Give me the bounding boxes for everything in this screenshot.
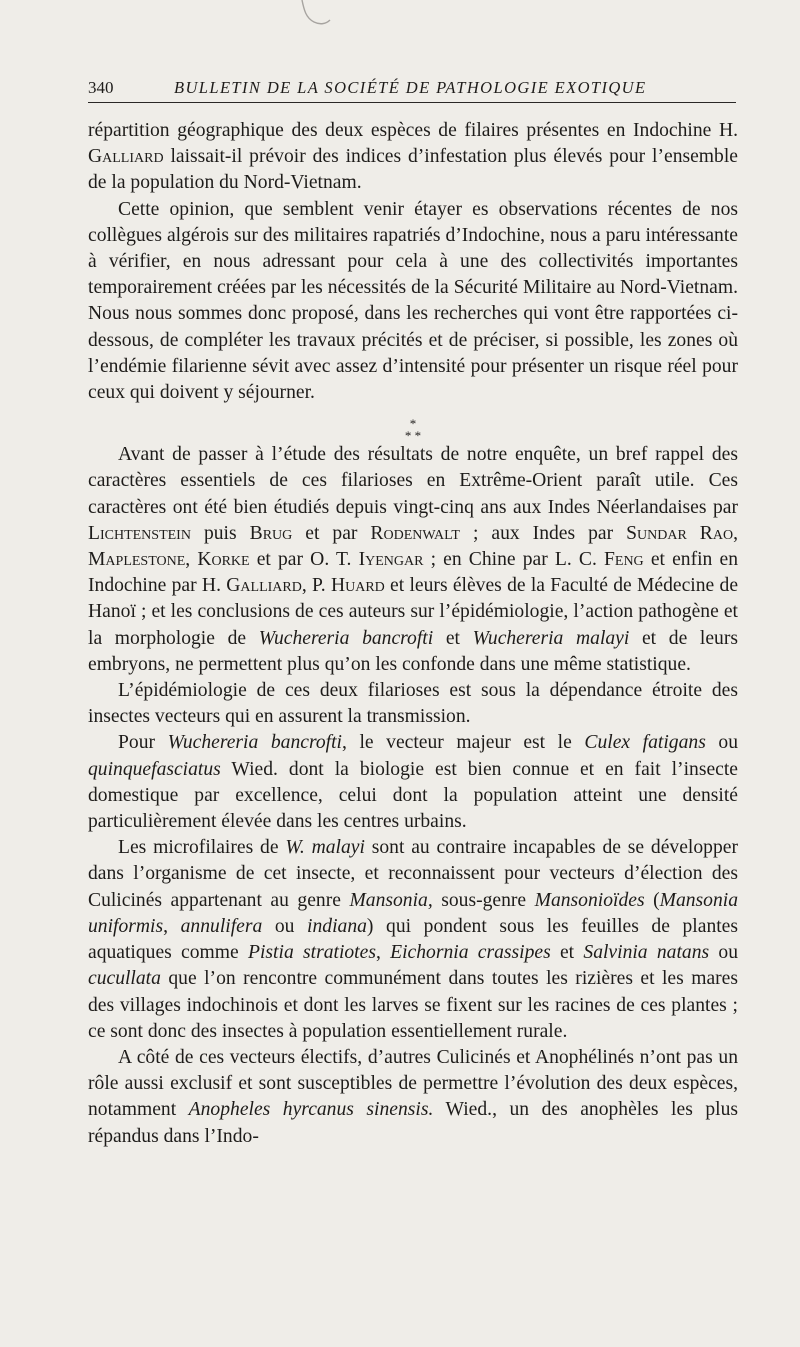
text-run: , P. (301, 575, 331, 597)
text-run: Avant de passer à l’étude des résultats de notre enquête, un bref rappel des caractères essentiels de ces filarioses en Extrême-Orient paraît utile. Ces caractères ont été bien étudiés depuis vingt-cinq ans aux Indes Néerlandaises par (88, 444, 738, 518)
author-name: Feng (604, 549, 644, 571)
paragraph-4: L’épidémiologie de ces deux filarioses est sous la dépendance étroite des insectes vecteurs qui en assurent la transmission. (88, 680, 738, 728)
paragraph-6 (88, 835, 738, 1045)
article-body (88, 118, 738, 1150)
species-name: Wuchereria bancrofti (258, 627, 434, 649)
paragraph-2: Cette opinion, que semblent venir étayer es observations récentes de nos collègues algérois sur des militaires rapatriés d’Indochine, nous a paru intéressante à vérifier, en nous adressant pour cela à une des collectivités importantes temporairement créées par les nécessités de la Sécurité Militaire au Nord-Vietnam. Nous nous sommes donc proposé, dans les recherches qui vont être rapportées ci-dessous, de compléter les travaux précités et de préciser, si possible, les zones où l’endémie filarienne sévit avec assez d’intensité pour présenter un risque réel pour ceux qui doivent y séjourner. (88, 198, 738, 404)
text-run: et enfin en Indochine par H. (88, 549, 738, 597)
text-run: sont au contraire incapables de se développer dans l’organisme de cet insecte, et reconnaissent pour vecteurs d’élection des Culicinés appartenant au genre (88, 837, 738, 911)
species-name: quinquefasciatus (88, 758, 221, 780)
species-name: Eichornia crassipes (390, 942, 551, 964)
paragraph-7 (88, 1045, 738, 1150)
text-run: que l’on rencontre communément dans toutes les rizières et les mares des villages indochinois et dont les larves se fixent sur les racines de ces plantes ; ce sont donc des insectes à population essentiellement rurale. (88, 968, 738, 1042)
text-run: et par (292, 522, 371, 544)
species-name: W. malayi (285, 837, 365, 859)
asterism-bottom: * * (404, 428, 422, 444)
text-run: et leurs élèves de la Faculté de Médecine de Hanoï ; et les conclusions de ces auteurs sur l’épidémiologie, l’action pathogène et la morphologie de (88, 575, 739, 649)
text-run: ; aux Indes par (459, 522, 627, 544)
text-run: Les microfilaires de (118, 837, 286, 859)
author-name: Lichtenstein (88, 522, 191, 544)
author-name: Galliard (88, 146, 164, 168)
author-name: Galliard (226, 575, 302, 597)
author-name: Korke (197, 549, 250, 571)
text-run: puis (190, 522, 250, 544)
species-name: indiana (307, 915, 367, 937)
text-run: ou (262, 915, 308, 937)
species-name: annulifera (180, 915, 263, 937)
paragraph-3 (88, 442, 738, 678)
paragraph-5 (88, 730, 738, 835)
text-run: , (163, 915, 181, 937)
author-name: Sundar Rao (626, 522, 734, 544)
text-run: ou (709, 942, 739, 964)
text-run: et (550, 942, 584, 964)
text-run: , le vecteur majeur est le (341, 732, 585, 754)
text-run: ) qui pondent sous les feuilles de plantes aquatiques comme (88, 915, 739, 964)
text-run: et de leurs embryons, ne permettent plus qu’on les confonde dans une même statistique. (88, 627, 739, 675)
text-run: sous-genre (432, 889, 535, 911)
species-name: Wuchereria malayi (472, 627, 630, 649)
author-name: Maplestone (88, 549, 186, 571)
species-name: Anopheles hyrcanus sinensis. (188, 1099, 434, 1121)
section-asterism (88, 406, 738, 444)
species-name: cucullata (88, 968, 161, 990)
text-run: ou (705, 732, 738, 754)
text-run: ; en Chine par L. C. (423, 549, 604, 571)
species-name: Wuchereria bancrofti (167, 732, 342, 754)
species-name: Mansonioïdes (534, 889, 645, 911)
text-run: laissait-il prévoir des indices d’infestation plus élevés pour l’ensemble de la population du Nord-Vietnam. (88, 146, 738, 194)
text-run: répartition géographique des deux espèces de filaires présentes en Indochine H. (88, 120, 738, 141)
text-run: Wied., un des anophèles les plus répandus dans l’Indo- (88, 1099, 738, 1147)
species-name: Culex fatigans (584, 732, 706, 754)
species-name: Mansonia, (349, 889, 433, 911)
text-run: Wied. dont la biologie est bien connue et en fait l’insecte domestique par excellence, celui dont la population atteint une densité particulièrement élevée dans les centres urbains. (88, 758, 738, 833)
running-head: BULLETIN DE LA SOCIÉTÉ DE PATHOLOGIE EXOTIQUE (174, 78, 647, 97)
text-run: , (185, 549, 198, 571)
text-run: et par O. T. (249, 549, 359, 571)
text-run: , (733, 522, 738, 544)
page-smudge (300, 0, 340, 30)
text-run: ( (644, 889, 660, 911)
species-name: Pistia stratiotes (248, 942, 376, 964)
author-name: Iyengar (358, 549, 424, 571)
text-run: Pour (118, 732, 168, 754)
asterism-top: * (409, 416, 417, 432)
text-run: A côté de ces vecteurs électifs, d’autres Culicinés et Anophélinés n’ont pas un rôle aussi exclusif et sont susceptibles de permettre l’évolution des deux espèces, notamment (88, 1046, 738, 1121)
species-name: Salvinia natans (583, 942, 710, 964)
paragraph-1 (88, 118, 738, 197)
page-number: 340 (88, 78, 114, 97)
species-name: Mansonia uniformis (88, 889, 738, 937)
text-run: , (375, 942, 391, 964)
page-header (88, 76, 736, 103)
author-name: Huard (330, 575, 385, 597)
author-name: Brug (249, 522, 293, 544)
author-name: Rodenwalt (370, 522, 460, 544)
text-run: et (433, 627, 473, 649)
